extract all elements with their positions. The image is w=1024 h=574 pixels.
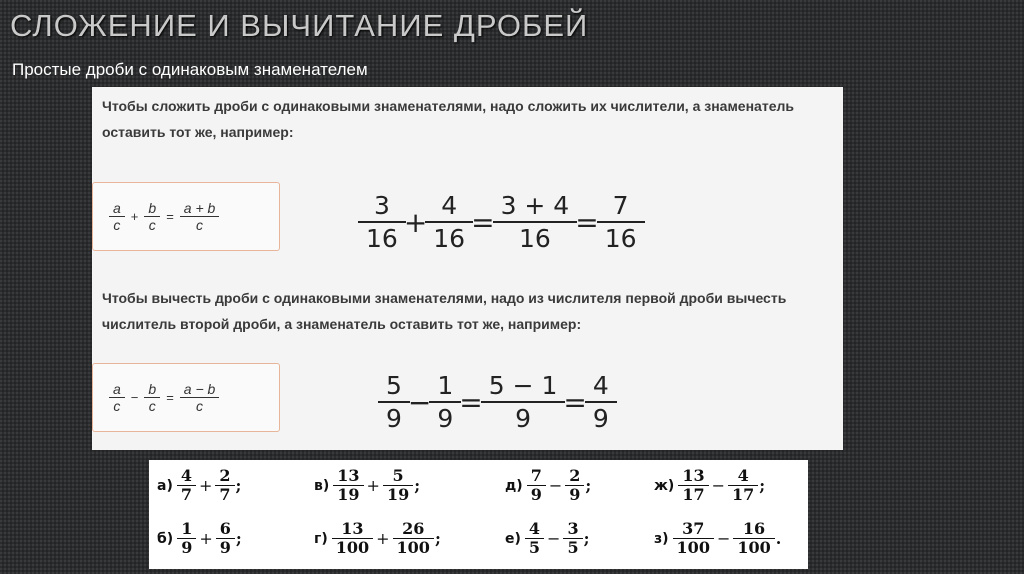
denominator: 9 xyxy=(378,401,410,434)
denominator: 5 xyxy=(525,538,544,557)
equals-sign: = xyxy=(575,205,599,239)
numerator: 2 xyxy=(569,466,581,485)
fraction xyxy=(529,467,544,504)
exercise-item xyxy=(654,520,781,557)
fraction xyxy=(730,467,756,504)
fraction xyxy=(395,520,432,557)
operator: − xyxy=(548,476,563,495)
exercise-label: ж) xyxy=(654,477,675,494)
exercise-item xyxy=(314,520,441,557)
numerator: 4 xyxy=(592,371,609,400)
numerator: 3 + 4 xyxy=(500,191,570,220)
punctuation: ; xyxy=(235,529,242,548)
slide-subtitle: Простые дроби с одинаковым знаменателем xyxy=(12,60,368,79)
operator: − xyxy=(711,476,726,495)
addition-general-formula xyxy=(92,182,280,251)
punctuation: ; xyxy=(235,476,242,495)
exercise-label: е) xyxy=(505,530,521,547)
operator: + xyxy=(199,476,213,495)
exercise-label: г) xyxy=(314,530,328,547)
numerator: 6 xyxy=(219,519,231,538)
denominator: c xyxy=(180,397,220,414)
fraction xyxy=(735,520,772,557)
numerator: 2 xyxy=(219,466,231,485)
fraction xyxy=(429,190,469,254)
numerator: 4 xyxy=(528,519,541,538)
denominator: 7 xyxy=(215,485,234,504)
numerator: 3 xyxy=(373,191,390,220)
operator: − xyxy=(547,529,561,548)
fraction xyxy=(179,520,194,557)
fraction xyxy=(218,520,233,557)
numerator: a − b xyxy=(183,381,216,397)
denominator: 16 xyxy=(358,221,406,254)
punctuation: . xyxy=(775,529,782,548)
denominator: 100 xyxy=(733,538,774,557)
fraction xyxy=(601,190,641,254)
numerator: a xyxy=(113,381,121,397)
fraction xyxy=(680,467,706,504)
denominator: c xyxy=(109,397,125,414)
exercise-label: в) xyxy=(314,477,330,494)
exercise-label: а) xyxy=(157,477,173,494)
punctuation: ; xyxy=(759,476,766,495)
fraction xyxy=(382,370,406,434)
numerator: 3 xyxy=(567,519,579,538)
fraction xyxy=(217,467,232,504)
fraction xyxy=(527,520,542,557)
denominator: 7 xyxy=(177,485,196,504)
numerator: 13 xyxy=(341,519,364,538)
numerator: a xyxy=(113,200,121,216)
numerator: 37 xyxy=(682,519,705,538)
numerator: 7 xyxy=(530,466,542,485)
fraction xyxy=(485,370,562,434)
numerator: 13 xyxy=(337,466,360,485)
numerator: 1 xyxy=(181,519,193,538)
fraction xyxy=(146,200,158,233)
exercise-item xyxy=(654,467,765,504)
fraction xyxy=(675,520,712,557)
fraction xyxy=(362,190,402,254)
exercises-panel xyxy=(149,460,808,569)
denominator: 9 xyxy=(585,401,617,434)
fraction xyxy=(335,467,361,504)
exercise-label: б) xyxy=(157,530,174,547)
fraction xyxy=(497,190,574,254)
fraction xyxy=(567,467,582,504)
numerator: 4 xyxy=(180,466,192,485)
denominator: 19 xyxy=(333,485,363,504)
punctuation: ; xyxy=(585,476,592,495)
exercise-item xyxy=(505,520,590,557)
denominator: 16 xyxy=(493,221,578,254)
exercise-item xyxy=(157,520,242,557)
numerator: 5 xyxy=(386,371,402,400)
numerator: 16 xyxy=(742,519,766,538)
fraction xyxy=(565,520,580,557)
operator: + xyxy=(199,529,213,548)
fraction xyxy=(111,200,123,233)
denominator: 9 xyxy=(216,538,235,557)
plus-sign: + xyxy=(403,205,428,239)
punctuation: ; xyxy=(434,529,441,548)
fraction xyxy=(433,370,457,434)
operator: + xyxy=(366,476,380,495)
equals-sign: = xyxy=(563,385,587,419)
denominator: 9 xyxy=(429,401,461,434)
operator: + xyxy=(376,529,390,548)
numerator: b xyxy=(148,381,157,397)
exercise-item xyxy=(505,467,591,504)
fraction xyxy=(179,467,194,504)
denominator: 100 xyxy=(673,538,714,557)
subtraction-example xyxy=(382,370,613,434)
numerator: 13 xyxy=(682,466,705,485)
numerator: 4 xyxy=(441,191,458,220)
denominator: 100 xyxy=(332,538,373,557)
denominator: c xyxy=(180,216,220,233)
slide-title: СЛОЖЕНИЕ И ВЫЧИТАНИЕ ДРОБЕЙ xyxy=(10,8,589,43)
numerator: 5 − 1 xyxy=(488,371,558,400)
punctuation: ; xyxy=(414,476,421,495)
denominator: c xyxy=(109,216,125,233)
fraction xyxy=(589,370,613,434)
exercise-item xyxy=(157,467,241,504)
denominator: 9 xyxy=(177,538,196,557)
fraction xyxy=(385,467,411,504)
addition-rule-text: Чтобы сложить дроби с одинаковыми знаменателями, надо сложить их числители, а знаменатель оставить тот же, например: xyxy=(102,98,794,140)
rules-panel xyxy=(92,87,843,450)
denominator: c xyxy=(144,397,160,414)
punctuation: ; xyxy=(583,529,590,548)
equals-sign: = xyxy=(459,385,483,419)
equals-sign: = xyxy=(471,205,495,239)
numerator: 26 xyxy=(402,519,425,538)
exercise-item xyxy=(314,467,420,504)
equals-sign: = xyxy=(166,209,174,224)
fraction xyxy=(182,200,218,233)
denominator: c xyxy=(144,216,160,233)
numerator: 1 xyxy=(437,371,454,400)
denominator: 17 xyxy=(678,485,708,504)
numerator: 7 xyxy=(612,191,629,220)
addition-example xyxy=(362,190,641,254)
subtraction-general-formula xyxy=(92,363,280,432)
equals-sign: = xyxy=(166,390,174,405)
fraction xyxy=(146,381,158,414)
minus-sign: − xyxy=(130,390,139,405)
minus-sign: − xyxy=(407,385,432,419)
numerator: b xyxy=(148,200,157,216)
subtraction-rule-text: Чтобы вычесть дроби с одинаковыми знаменателями, надо из числителя первой дроби вычесть числитель второй дроби, а знаменатель оставить тот же, например: xyxy=(102,290,787,332)
denominator: 5 xyxy=(563,538,582,557)
fraction xyxy=(182,381,218,414)
denominator: 9 xyxy=(527,485,546,504)
plus-sign: + xyxy=(130,209,139,224)
numerator: a + b xyxy=(183,200,216,216)
denominator: 19 xyxy=(383,485,413,504)
denominator: 9 xyxy=(481,401,566,434)
denominator: 16 xyxy=(597,221,645,254)
fraction xyxy=(111,381,123,414)
numerator: 4 xyxy=(737,466,749,485)
operator: − xyxy=(716,529,731,548)
denominator: 16 xyxy=(425,221,473,254)
denominator: 17 xyxy=(728,485,758,504)
fraction xyxy=(334,520,371,557)
exercise-label: з) xyxy=(654,530,669,547)
denominator: 100 xyxy=(393,538,434,557)
exercise-label: д) xyxy=(505,477,523,494)
numerator: 5 xyxy=(392,466,404,485)
denominator: 9 xyxy=(565,485,584,504)
